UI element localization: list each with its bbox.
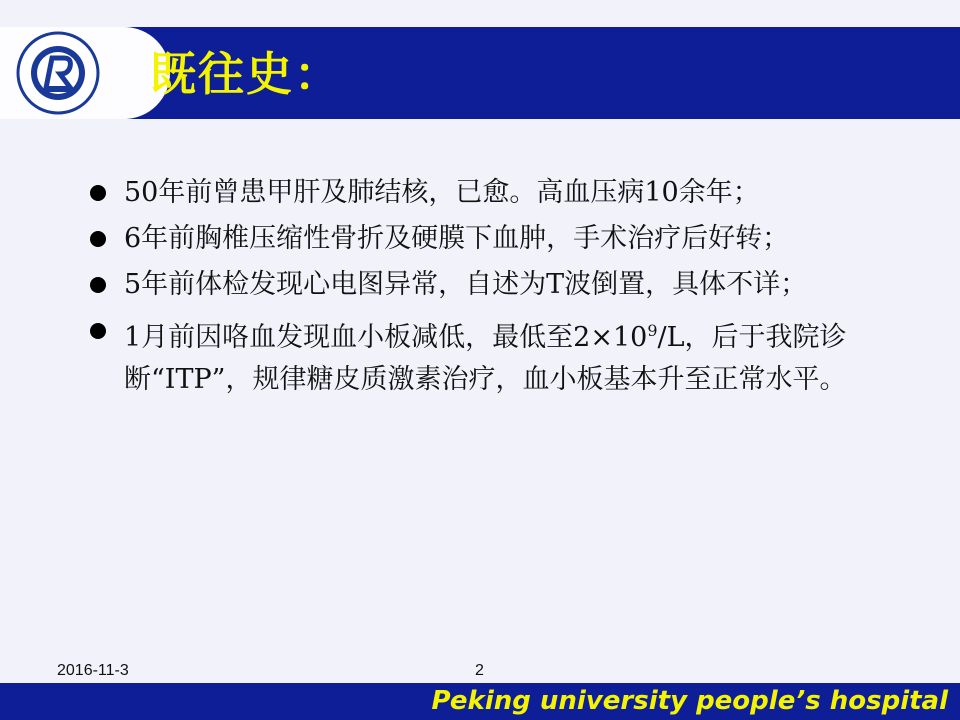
list-item (84, 310, 884, 401)
bullet-text-continued: /L，后于我院诊断“ITP”，规律糖皮质激素治疗，血小板基本升至正常水平。 (124, 322, 847, 395)
bullet-superscript: 9 (647, 321, 658, 340)
list-item (84, 172, 884, 214)
bullet-list (84, 172, 884, 405)
bullet-icon (90, 277, 106, 293)
bullet-icon (90, 185, 106, 201)
slide-title: 既往史： (150, 47, 342, 101)
bullet-icon (90, 323, 106, 339)
slide-header (0, 27, 960, 119)
footer-bar (0, 683, 960, 720)
bullet-text: 1月前因咯血发现血小板减低，最低至2×10 (124, 322, 648, 353)
footer-date: 2016-11-3 (57, 662, 129, 679)
footer-institution: Peking university people’s hospital (431, 686, 948, 716)
list-item (84, 264, 884, 306)
bullet-text: 5年前体检发现心电图异常，自述为T波倒置，具体不详； (124, 269, 808, 300)
bullet-icon (90, 231, 106, 247)
bullet-text: 50年前曾患甲肝及肺结核，已愈。高血压病10余年； (124, 177, 760, 208)
list-item (84, 218, 884, 260)
bullet-text: 6年前胸椎压缩性骨折及硬膜下血肿，手术治疗后好转； (124, 223, 790, 254)
hospital-logo (8, 30, 108, 116)
page-number: 2 (475, 662, 484, 679)
